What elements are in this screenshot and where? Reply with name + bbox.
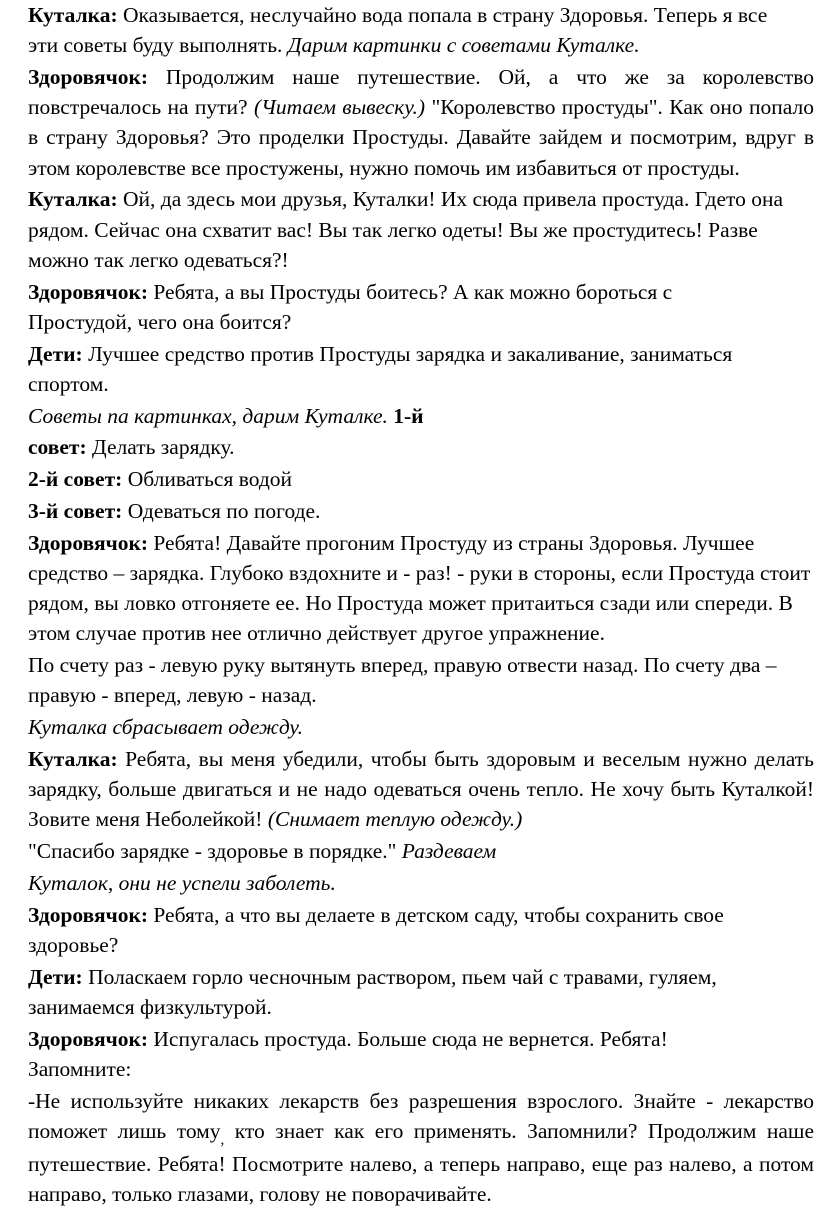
dialogue-text: Ребята, вы меня убедили, чтобы быть здоровым и веселым нужно делать зарядку, больше двигаться и не надо одеваться очень тепло. Не хочу быть Куталкой! Зовите меня Неболейкой! <box>28 747 814 832</box>
stage-remark: Советы па картинках, дарим Куталке. <box>28 403 388 428</box>
paragraph-kutalka-2 <box>28 184 798 275</box>
speaker-label: Куталка: <box>28 747 118 771</box>
speaker-label: Здоровячок: <box>28 902 148 927</box>
paragraph-kutalka-3 <box>28 744 814 835</box>
paragraph-final <box>28 1086 814 1210</box>
paragraph-deti-1 <box>28 339 798 399</box>
paragraph-saying <box>28 836 814 866</box>
stage-remark: Куталка сбрасывает одежду. <box>28 715 303 740</box>
speaker-label: Здоровячок: <box>28 279 148 304</box>
dialogue-text: Ребята, а что вы делаете в детском саду, чтобы сохранить свое здоровье? <box>28 902 724 957</box>
speaker-label: Здоровячок: <box>28 530 148 555</box>
dialogue-text: "Королевство простуды". Как оно попало в страну Здоровья? Это проделки Простуды. Давайте зайдем и посмотрим, вдруг в этом королевстве все простужены, нужно помочь им избавиться от простуды. <box>28 95 814 180</box>
dialogue-text: -Не используйте никаких лекарств без разрешения взрослого. Знайте - лекарство поможет лишь тому <box>28 1088 814 1143</box>
paragraph-advice-1 <box>28 432 814 462</box>
dialogue-text: Испугалась простуда. Больше сюда не вернется. Ребята! Запомните: <box>28 1026 668 1081</box>
dialogue-text: "Спасибо зарядке - здоровье в порядке." <box>28 839 397 864</box>
paragraph-advice-3 <box>28 496 814 526</box>
paragraph-exercise <box>28 650 788 710</box>
paragraph-advice-intro <box>28 401 814 431</box>
stage-remark: Раздеваем <box>396 839 497 864</box>
dialogue-text: кто знает как его применять. Запомнили? Продолжим наше путешествие. Ребята! Посмотрите налево, а теперь направо, еще раз налево, а потом направо, только глазами, голову не поворачивайте. <box>28 1119 814 1207</box>
speaker-label: Дети: <box>28 341 83 366</box>
advice-text: Делать зарядку. <box>86 435 235 460</box>
paragraph-zdorovyachok-5 <box>28 1024 748 1084</box>
paragraph-zdorovyachok-1 <box>28 62 814 183</box>
dialogue-text: По счету раз - левую руку вытянуть вперед, правую отвести назад. По счету два – правую - вперед, левую - назад. <box>28 653 777 708</box>
paragraph-zdorovyachok-3 <box>28 528 814 649</box>
advice-label: 2-й совет: <box>28 467 123 492</box>
document-page <box>28 0 814 1211</box>
advice-label: 3-й совет: <box>28 499 123 523</box>
dialogue-text: Лучшее средство против Простуды зарядка и закаливание, заниматься спортом. <box>28 341 733 396</box>
dialogue-text: Ребята, а вы Простуды боитесь? А как можно бороться с Простудой, чего она боится? <box>28 279 673 334</box>
paragraph-remark-1 <box>28 712 814 742</box>
paragraph-zdorovyachok-2 <box>28 277 768 337</box>
paragraph-advice-2 <box>28 464 814 494</box>
paragraph-deti-2 <box>28 962 798 1022</box>
stage-remark: Куталок, они не успели заболеть. <box>28 871 336 895</box>
speaker-label: Дети: <box>28 964 83 989</box>
speaker-label: Здоровячок: <box>28 65 148 89</box>
stage-remark: Дарим картинки с советами Куталке. <box>282 33 640 58</box>
stage-remark: (Читаем вывеску.) <box>253 95 426 120</box>
comma-mark: , <box>220 1132 225 1148</box>
speaker-label: Здоровячок: <box>28 1026 148 1051</box>
speaker-label: Куталка: <box>28 3 118 27</box>
paragraph-zdorovyachok-4 <box>28 900 798 960</box>
dialogue-text: Ребята! Давайте прогоним Простуду из страны Здоровья. Лучшее средство – зарядка. Глубоко вздохните и - раз! - руки в стороны, если Простуда стоит рядом, вы ловко отгоняете ее. Но Простуда может притаиться сзади или спереди. В этом случае против нее отлично действует другое упражнение. <box>28 530 811 646</box>
dialogue-text: Продолжим наше путешествие. Ой, а что же за королевство повстречалось на пути? <box>28 65 814 120</box>
dialogue-text: Ой, да здесь мои друзья, Куталки! Их сюда привела простуда. Гдето она рядом. Сейчас она схватит вас! Вы так легко одеты! Вы же простудитесь! Разве можно так легко одеваться?! <box>28 187 784 272</box>
paragraph-remark-2 <box>28 868 814 898</box>
advice-text: Одеваться по погоде. <box>122 499 321 523</box>
paragraph-kutalka-1 <box>28 0 798 60</box>
advice-text: Обливаться водой <box>122 467 293 492</box>
stage-remark: (Снимает теплую одежду.) <box>262 807 523 832</box>
dialogue-text: Оказывается, неслучайно вода попала в страну Здоровья. Теперь я все эти советы буду выполнять. <box>28 3 768 58</box>
advice-number: 1-й <box>387 403 424 428</box>
advice-label: совет: <box>28 435 87 460</box>
speaker-label: Куталка: <box>28 187 118 212</box>
dialogue-text: Поласкаем горло чесночным раствором, пьем чай с травами, гуляем, занимаемся физкультурой. <box>28 964 717 1019</box>
